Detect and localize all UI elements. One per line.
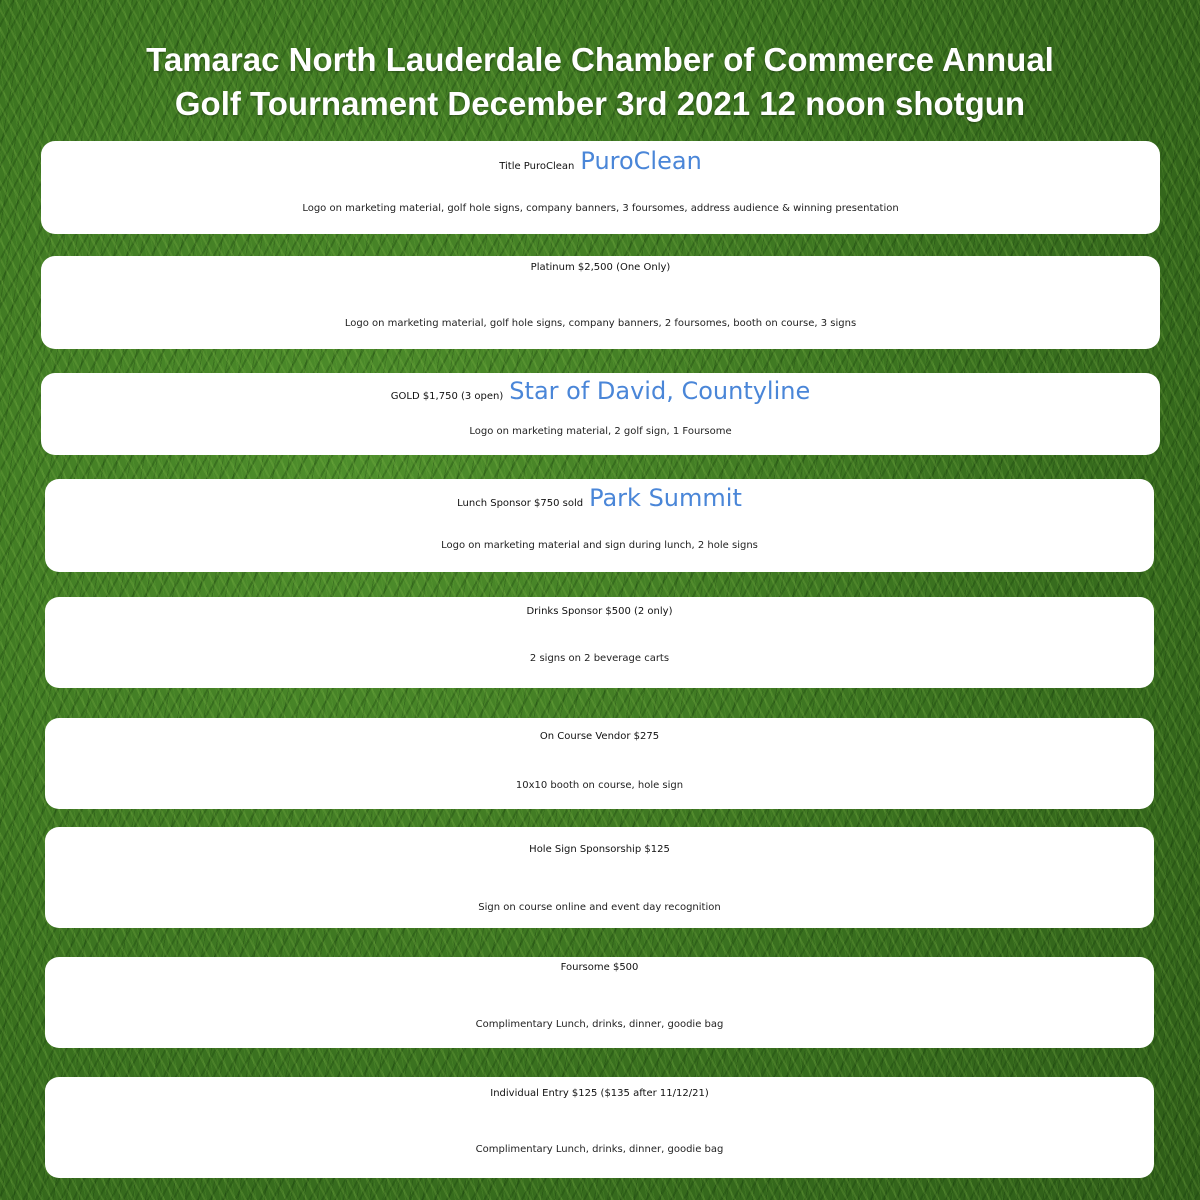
package-title: [45, 606, 1154, 617]
page-header: [0, 38, 1200, 126]
package-title: [41, 147, 1160, 175]
package-description: 10x10 booth on course, hole sign: [515, 780, 684, 791]
header-line-1: Tamarac North Lauderdale Chamber of Commerce Annual: [146, 41, 1054, 78]
package-description: 2 signs on 2 beverage carts: [529, 653, 670, 664]
package-description: Logo on marketing material, golf hole signs, company banners, 3 foursomes, address audience & winning presentation: [302, 203, 899, 214]
package-title: [45, 484, 1154, 512]
package-description: Logo on marketing material and sign during lunch, 2 hole signs: [441, 540, 758, 551]
package-title-text: Hole Sign Sponsorship $125: [529, 844, 670, 855]
sponsor-name: PuroClean: [580, 147, 702, 175]
package-title-text: GOLD $1,750 (3 open): [390, 391, 504, 402]
package-title: [41, 262, 1160, 273]
package-card-gold: [41, 373, 1160, 455]
package-card-lunch: [45, 479, 1154, 572]
package-title: [41, 377, 1160, 405]
package-title-text: Title PuroClean: [499, 161, 575, 172]
package-title: [45, 1088, 1154, 1099]
header-line-2: Golf Tournament December 3rd 2021 12 noon shotgun: [174, 85, 1026, 122]
package-description: Logo on marketing material, golf hole signs, company banners, 2 foursomes, booth on course, 3 signs: [344, 318, 857, 329]
package-description: Complimentary Lunch, drinks, dinner, goodie bag: [475, 1019, 724, 1030]
package-title: [45, 844, 1154, 855]
package-title-text: Foursome $500: [560, 962, 639, 973]
package-card-individual: [45, 1077, 1154, 1178]
sponsor-name: Star of David, Countyline: [509, 377, 811, 405]
package-description: Logo on marketing material, 2 golf sign, 1 Foursome: [469, 426, 732, 437]
package-title-text: Individual Entry $125 ($135 after 11/12/21): [490, 1088, 709, 1099]
package-card-platinum: [41, 256, 1160, 349]
package-title-text: On Course Vendor $275: [539, 731, 660, 742]
package-title: [45, 962, 1154, 973]
package-title-text: Platinum $2,500 (One Only): [530, 262, 671, 273]
package-card-drinks: [45, 597, 1154, 688]
package-title: [45, 731, 1154, 742]
package-card-title: [41, 141, 1160, 234]
package-card-vendor: [45, 718, 1154, 809]
package-description: Sign on course online and event day recognition: [478, 902, 721, 913]
package-title-text: Drinks Sponsor $500 (2 only): [526, 606, 673, 617]
package-title-text: Lunch Sponsor $750 sold: [457, 498, 584, 509]
package-card-hole-sign: [45, 827, 1154, 928]
sponsor-name: Park Summit: [589, 484, 742, 512]
package-card-foursome: [45, 957, 1154, 1048]
package-description: Complimentary Lunch, drinks, dinner, goodie bag: [475, 1144, 724, 1155]
